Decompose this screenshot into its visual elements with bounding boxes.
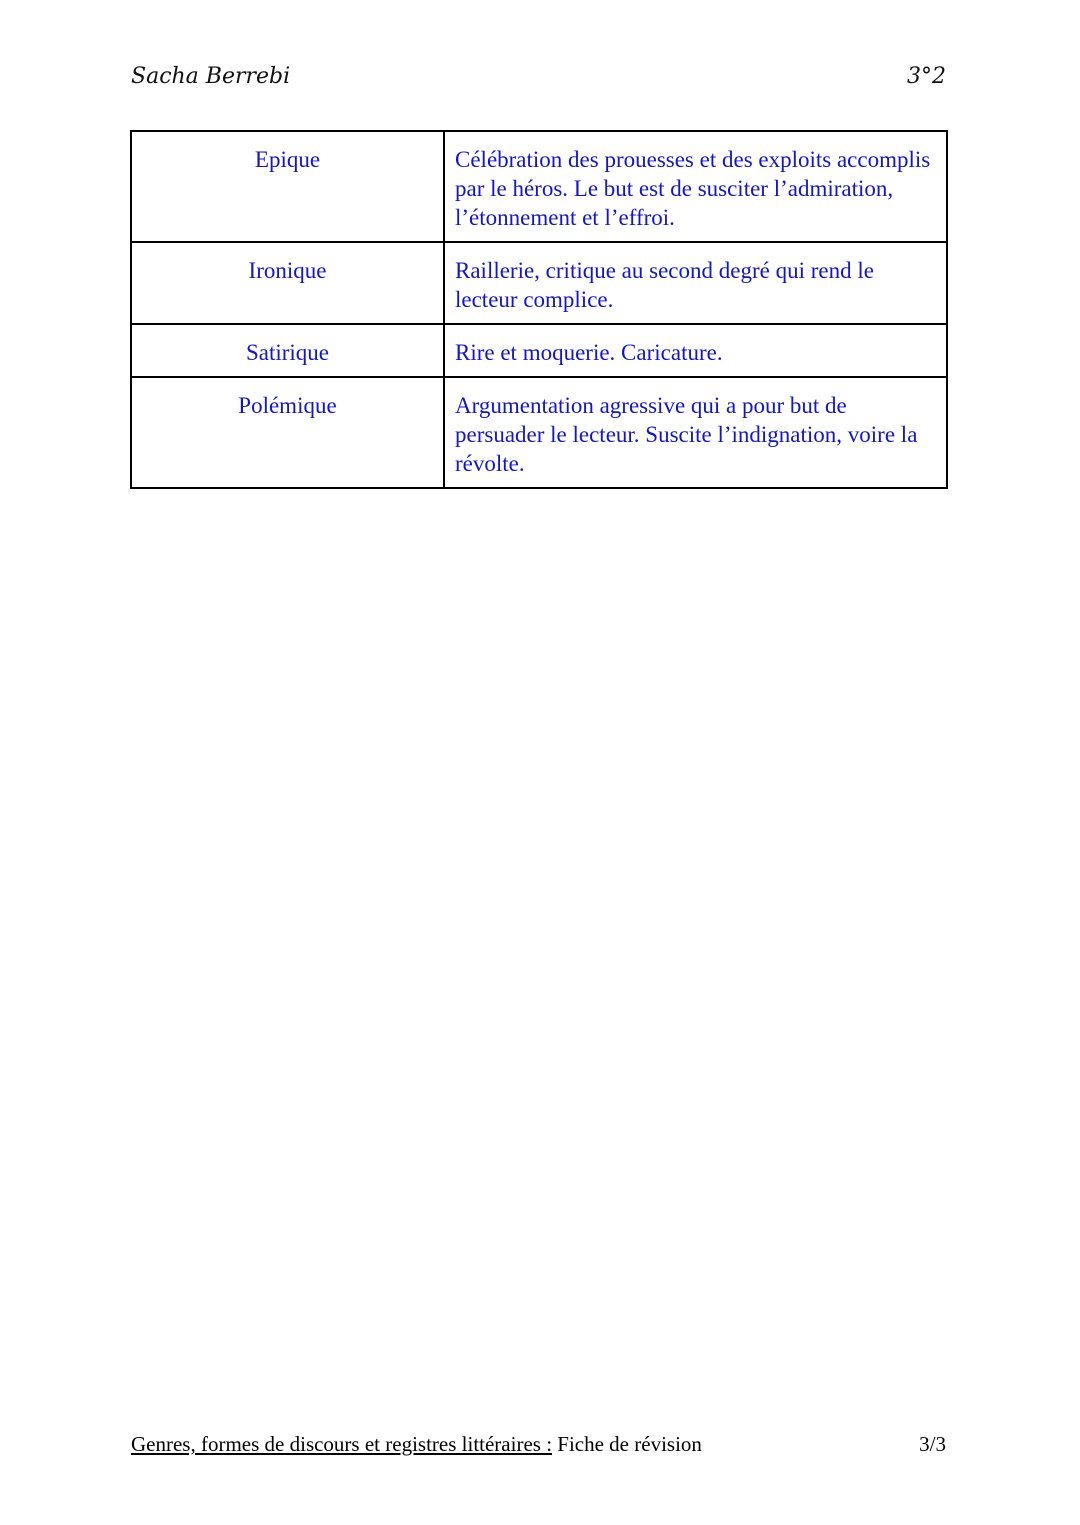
table-row bbox=[131, 242, 947, 324]
registre-term: Ironique bbox=[131, 242, 444, 324]
class-label: 3°2 bbox=[907, 64, 946, 89]
registre-definition: Rire et moquerie. Caricature. bbox=[444, 324, 947, 377]
registre-term: Polémique bbox=[131, 377, 444, 488]
footer-document-title bbox=[131, 1432, 702, 1457]
registres-table bbox=[130, 130, 948, 489]
table-row bbox=[131, 131, 947, 242]
footer-title-subtitle: Fiche de révision bbox=[552, 1432, 702, 1456]
footer-title-main: Genres, formes de discours et registres littéraires : bbox=[131, 1432, 553, 1456]
table-row bbox=[131, 377, 947, 488]
registre-term: Satirique bbox=[131, 324, 444, 377]
table-row bbox=[131, 324, 947, 377]
author-name: Sacha Berrebi bbox=[131, 64, 291, 89]
registre-definition: Raillerie, critique au second degré qui rend le lecteur complice. bbox=[444, 242, 947, 324]
page-number: 3/3 bbox=[919, 1432, 946, 1456]
registre-term: Epique bbox=[131, 131, 444, 242]
registre-definition: Argumentation agressive qui a pour but de persuader le lecteur. Suscite l’indignation, voire la révolte. bbox=[444, 377, 947, 488]
registre-definition: Célébration des prouesses et des exploits accomplis par le héros. Le but est de susciter l’admiration, l’étonnement et l’effroi. bbox=[444, 131, 947, 242]
